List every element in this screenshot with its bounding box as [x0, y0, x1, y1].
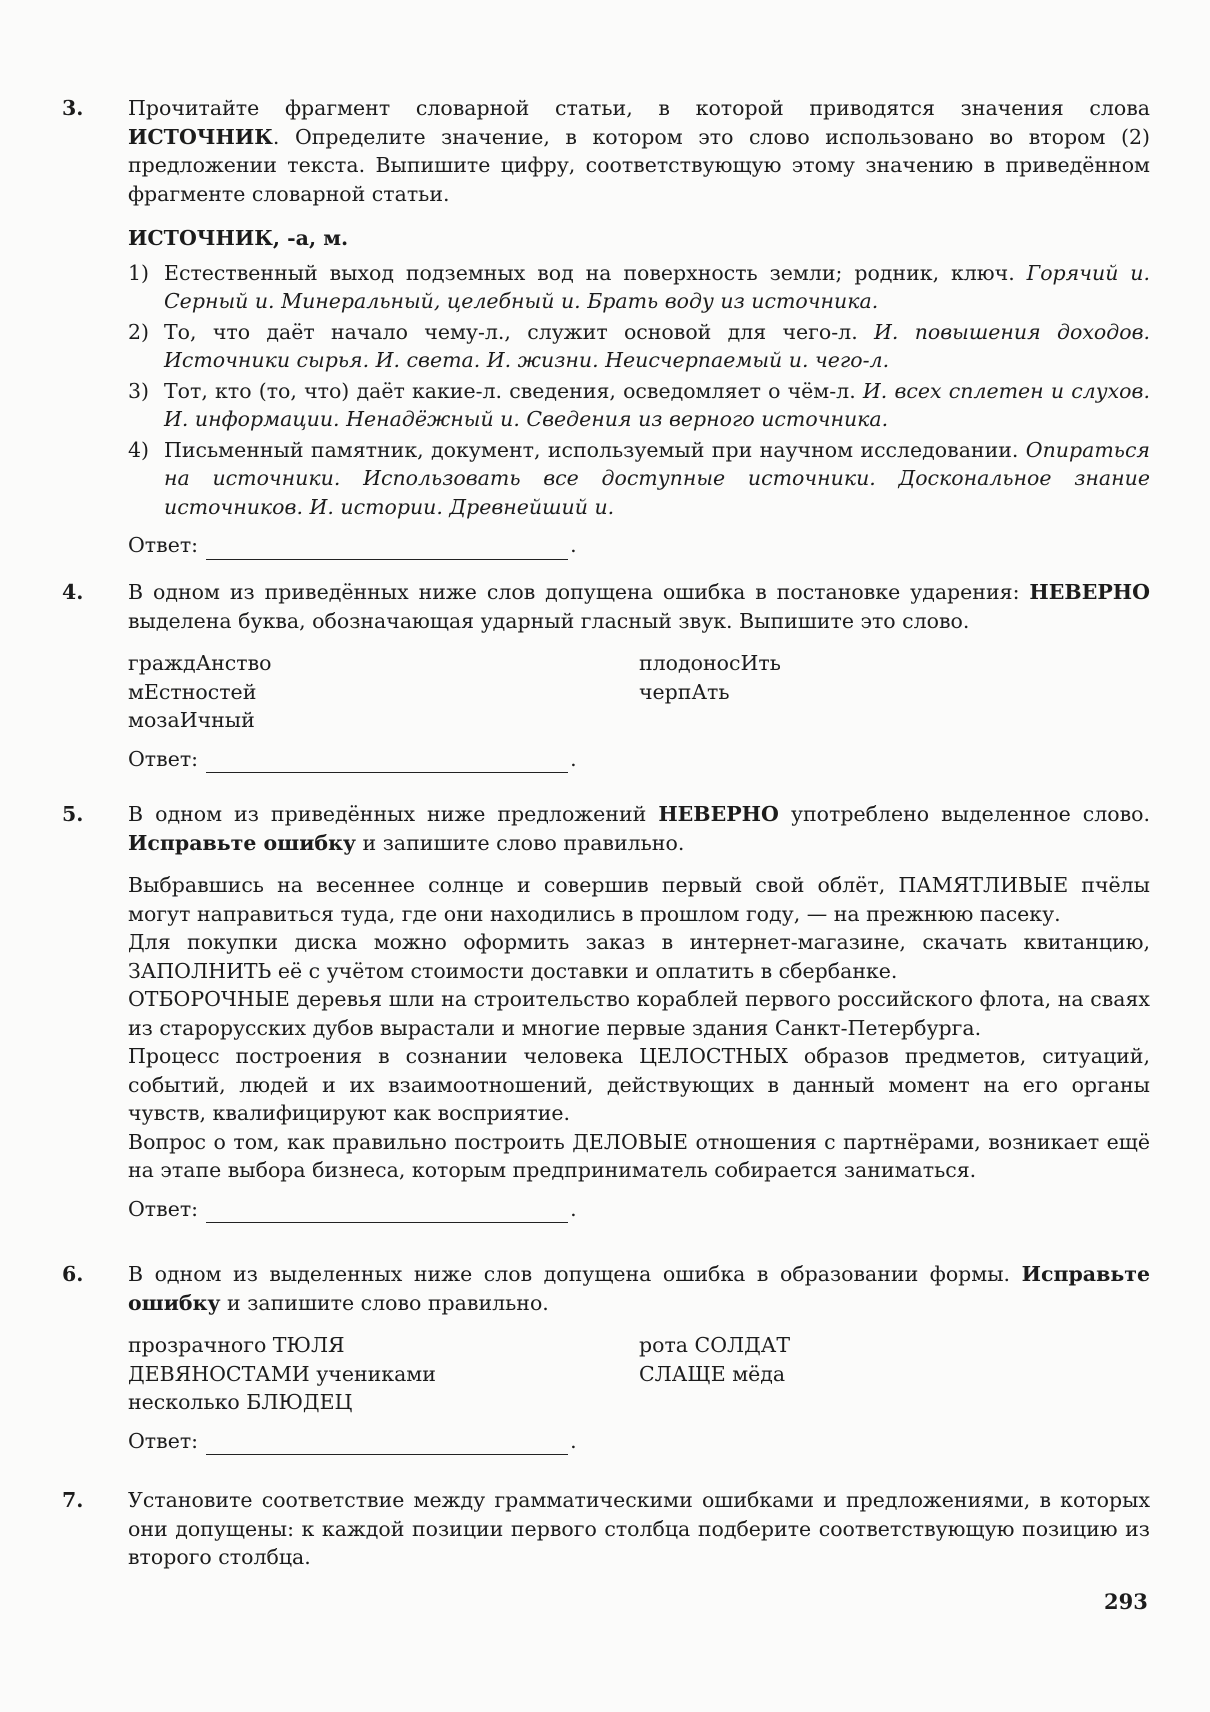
- sentence-item: Выбравшись на весеннее солнце и совершив первый свой облёт, ПАМЯТЛИВЫЕ пчёлы могут направиться туда, где они находились в прошлом году, — на прежнюю пасеку.: [128, 873, 1150, 926]
- task-number: 3.: [62, 96, 84, 120]
- sentence-item: Процесс построения в сознании человека ЦЕЛОСТНЫХ образов предметов, ситуаций, событий, людей и их взаимоотношений, действующих в данный момент на его органы чувств, квалифицируют как восприятие.: [128, 1044, 1150, 1125]
- answer-label: Ответ:: [128, 533, 199, 557]
- answer-row: Ответ: .: [128, 531, 1150, 560]
- task-number: 5.: [62, 802, 84, 826]
- meaning-item: 2) То, что даёт начало чему-л., служит основой для чего-л. И. повышения доходов. Источники сырья. И. света. И. жизни. Неисчерпаемый и. чего-л.: [128, 319, 1151, 372]
- word-option: рота СОЛДАТ: [639, 1333, 791, 1357]
- word-option: прозрачного ТЮЛЯ: [128, 1333, 345, 1357]
- page-number: 293: [1104, 1589, 1148, 1614]
- word-option: граждАнство: [128, 651, 272, 675]
- answer-label: Ответ:: [128, 1196, 199, 1221]
- sentence-item: Для покупки диска можно оформить заказ в интернет-магазине, скачать квитанцию, ЗАПОЛНИТЬ её с учётом стоимости доставки и оплатить в сбербанке.: [128, 930, 1150, 983]
- task-prompt: Установите соответствие между грамматическими ошибками и предложениями, в которых они допущены: к каждой позиции первого столбца подберите соответствующую позицию из второго столбца.: [128, 1488, 1150, 1569]
- word-option: ДЕВЯНОСТАМИ учениками: [128, 1361, 436, 1386]
- answer-blank[interactable]: [206, 1200, 568, 1223]
- task-prompt: В одном из приведённых ниже предложений НЕВЕРНО употреблено выделенное слово. Исправьте ошибку и запишите слово правильно.: [128, 802, 1150, 855]
- word-option: несколько БЛЮДЕЦ: [128, 1390, 353, 1414]
- dictionary-headword: ИСТОЧНИК, -а, м.: [128, 226, 349, 250]
- task-number: 4.: [62, 580, 84, 604]
- answer-row: Ответ: .: [128, 1427, 1150, 1456]
- word-option: черпАть: [639, 679, 730, 704]
- meanings-list: [128, 259, 1150, 522]
- meaning-item: 3) Тот, кто (то, что) даёт какие-л. сведения, осведомляет о чём-л. И. всех сплетен и слухов. И. информации. Ненадёжный и. Сведения из верного источника.: [128, 378, 1150, 431]
- sentence-item: ОТБОРОЧНЫЕ деревья шли на строительство кораблей первого российского флота, на сваях из старорусских дубов вырастали и многие первые здания Санкт-Петербурга.: [128, 987, 1150, 1040]
- answer-label: Ответ:: [128, 1428, 199, 1453]
- answer-label: Ответ:: [128, 746, 199, 771]
- task-number: 7.: [62, 1488, 84, 1512]
- word-option: плодоносИть: [639, 651, 781, 675]
- meaning-item: 1) Естественный выход подземных вод на поверхность земли; родник, ключ. Горячий и. Серный и. Минеральный, целебный и. Брать воду из источника.: [128, 260, 1151, 313]
- task-prompt: В одном из приведённых ниже слов допущена ошибка в постановке ударения: НЕВЕРНО выделена буква, обозначающая ударный гласный звук. Выпишите это слово.: [128, 580, 1150, 633]
- word-option: СЛАЩЕ мёда: [639, 1361, 786, 1386]
- task-number: 6.: [62, 1262, 84, 1286]
- answer-row: Ответ: .: [128, 1195, 1150, 1224]
- answer-blank[interactable]: [206, 750, 568, 773]
- meaning-item: 4) Письменный памятник, документ, используемый при научном исследовании. Опираться на источники. Использовать все доступные источники. Доскональное знание источников. И. истории. Древнейший и.: [128, 437, 1150, 519]
- word-columns: [128, 649, 1150, 735]
- word-option: мЕстностей: [128, 679, 257, 704]
- answer-row: Ответ: .: [128, 745, 1150, 774]
- task-prompt: В одном из выделенных ниже слов допущена ошибка в образовании формы. Исправьте ошибку и запишите слово правильно.: [128, 1262, 1150, 1315]
- sentence-list: [128, 871, 1150, 1185]
- word-option: мозаИчный: [128, 708, 255, 732]
- answer-blank[interactable]: [206, 537, 568, 560]
- task-prompt: Прочитайте фрагмент словарной статьи, в которой приводятся значения слова ИСТОЧНИК. Определите значение, в котором это слово использовано во втором (2) предложении текста. Выпишите цифру, соответствующую этому значению в приведённом фрагменте словарной статьи.: [128, 96, 1150, 206]
- word-columns: [128, 1331, 1150, 1417]
- answer-blank[interactable]: [206, 1432, 568, 1455]
- sentence-item: Вопрос о том, как правильно построить ДЕЛОВЫЕ отношения с партнёрами, возникает ещё на этапе выбора бизнеса, которым предприниматель собирается заниматься.: [128, 1129, 1150, 1182]
